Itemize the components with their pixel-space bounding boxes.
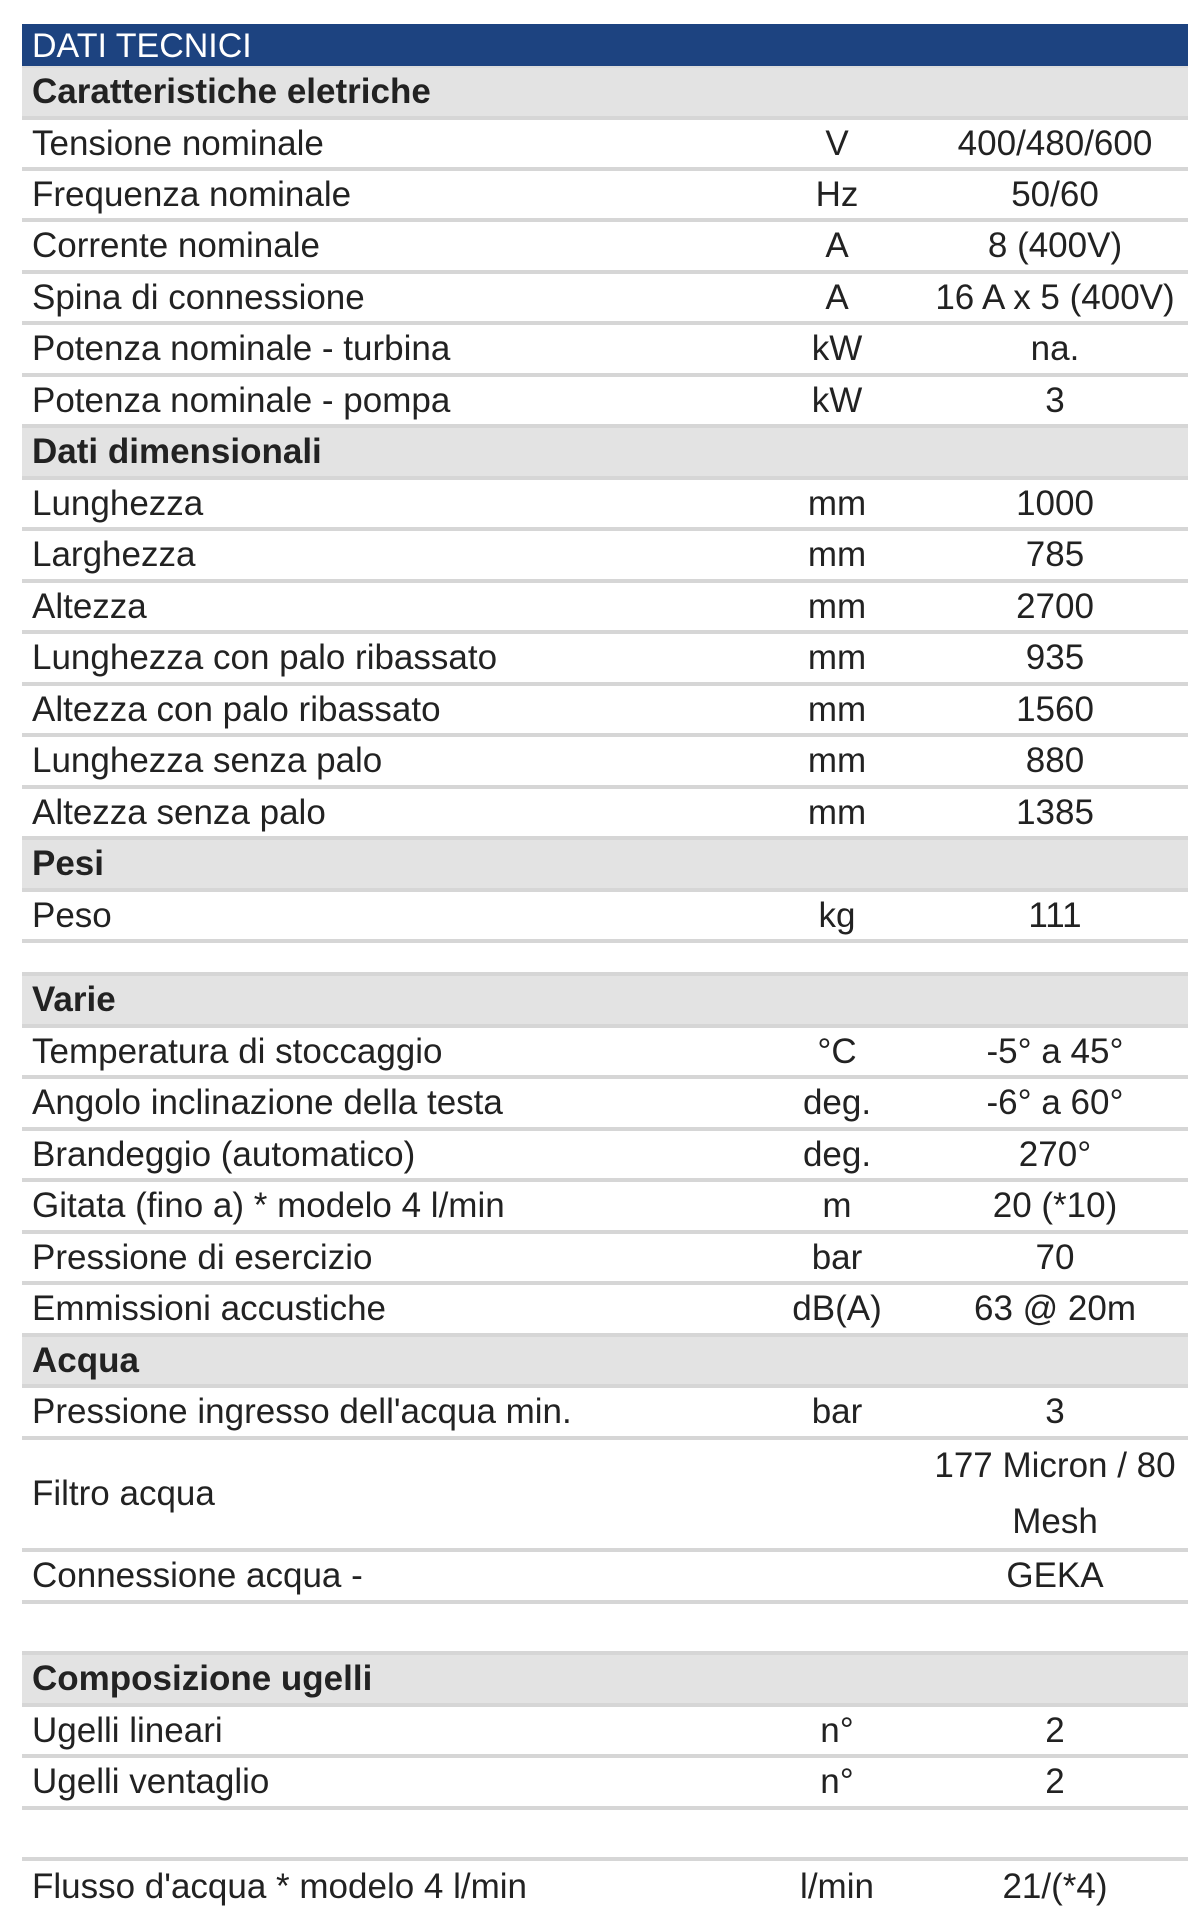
spec-row [22, 892, 1188, 943]
spec-label: Filtro acqua [32, 1474, 215, 1513]
spec-value: 20 (*10) [992, 1186, 1118, 1225]
spec-label: Altezza senza palo [32, 792, 326, 832]
table-spacer [22, 1604, 1188, 1655]
spec-value: -5° a 45° [986, 1031, 1124, 1071]
spec-label: Potenza nominale - pompa [32, 380, 451, 420]
spec-unit: deg. [802, 1134, 872, 1174]
spec-value: 1385 [1016, 792, 1094, 832]
spec-row [22, 480, 1188, 531]
table-spacer [22, 1810, 1188, 1861]
spec-value: 177 Micron / 80 Mesh [934, 1446, 1176, 1541]
spec-row [22, 1079, 1188, 1131]
spec-label: Temperatura di stoccaggio [32, 1031, 443, 1071]
spec-row [22, 1758, 1188, 1810]
spec-row [22, 1861, 1188, 1913]
spec-unit: deg. [802, 1083, 872, 1122]
section-header [22, 1337, 1188, 1388]
spec-row [22, 1707, 1188, 1758]
spec-label: Emmissioni accustiche [32, 1289, 386, 1328]
spec-value: 2 [1045, 1710, 1065, 1750]
spec-value: 1560 [1016, 689, 1094, 729]
section-header [22, 976, 1188, 1028]
spec-row [22, 1182, 1188, 1234]
spec-value: 111 [1028, 895, 1082, 935]
spec-label: Tensione nominale [32, 123, 324, 163]
spec-value: -6° a 60° [986, 1083, 1124, 1122]
spec-value: 70 [1035, 1237, 1075, 1277]
spec-label: Angolo inclinazione della testa [32, 1083, 503, 1122]
spec-value: 935 [1025, 638, 1085, 677]
spec-value: 2700 [1016, 586, 1094, 626]
spec-unit: m [822, 1186, 852, 1225]
spec-row [22, 531, 1188, 583]
spec-label: Altezza [32, 586, 147, 626]
section-header [22, 1655, 1188, 1707]
spec-row [22, 1234, 1188, 1285]
spec-label: Pressione di esercizio [32, 1237, 373, 1277]
spec-unit: mm [807, 741, 867, 780]
section-header [22, 68, 1188, 120]
spec-value: na. [1030, 329, 1080, 368]
section-title: Composizione ugelli [32, 1659, 373, 1698]
section-title: Caratteristiche eletriche [32, 72, 431, 111]
spec-row [22, 1440, 1188, 1552]
spec-label: Lunghezza con palo ribassato [32, 638, 498, 677]
spec-row [22, 120, 1188, 171]
spec-rows [22, 68, 1188, 1913]
spec-label: Ugelli ventaglio [32, 1762, 270, 1801]
spec-label: Pressione ingresso dell'acqua min. [32, 1392, 572, 1431]
spec-value: 8 (400V) [987, 226, 1123, 265]
spec-unit: mm [807, 792, 867, 832]
spec-row [22, 583, 1188, 634]
spec-unit: A [825, 277, 849, 317]
spec-unit: n° [820, 1710, 854, 1750]
spec-value: 785 [1025, 535, 1085, 574]
spec-unit: V [825, 123, 849, 163]
spec-value: 21/(*4) [1002, 1867, 1108, 1906]
spec-unit: Hz [815, 174, 859, 214]
spec-row [22, 1028, 1188, 1079]
spec-unit: kW [811, 380, 863, 420]
spec-value: 16 A x 5 (400V) [935, 277, 1175, 317]
spec-label: Larghezza [32, 535, 196, 574]
spec-unit: mm [807, 689, 867, 729]
spec-row [22, 634, 1188, 686]
spec-value: 400/480/600 [957, 123, 1153, 163]
spec-label: Altezza con palo ribassato [32, 689, 441, 729]
section-title: Acqua [32, 1340, 139, 1380]
spec-row [22, 274, 1188, 325]
table-title: DATI TECNICI [22, 24, 1188, 68]
section-title: Dati dimensionali [32, 432, 322, 471]
spec-row [22, 377, 1188, 428]
spec-unit: dB(A) [792, 1289, 882, 1328]
spec-unit: l/min [800, 1867, 874, 1906]
spec-unit: A [825, 226, 849, 265]
spec-value: 2 [1045, 1762, 1065, 1801]
spec-value: GEKA [1006, 1556, 1104, 1595]
spec-row [22, 686, 1188, 737]
spec-value: 270° [1018, 1134, 1092, 1174]
spec-unit: n° [820, 1762, 854, 1801]
spec-value: 3 [1045, 1392, 1065, 1431]
spec-unit: kW [811, 329, 863, 368]
spec-row [22, 171, 1188, 222]
spec-row [22, 222, 1188, 274]
spec-row [22, 325, 1188, 377]
spec-label: Flusso d'acqua * modelo 4 l/min [32, 1867, 527, 1906]
spec-row [22, 789, 1188, 840]
spec-unit: mm [807, 638, 867, 677]
section-title: Pesi [32, 844, 104, 883]
spec-unit: mm [807, 586, 867, 626]
table-spacer [22, 943, 1188, 976]
spec-label: Brandeggio (automatico) [32, 1134, 416, 1174]
spec-label: Lunghezza [32, 483, 204, 523]
spec-label: Gitata (fino a) * modelo 4 l/min [32, 1186, 505, 1225]
spec-label: Ugelli lineari [32, 1710, 223, 1750]
spec-label: Lunghezza senza palo [32, 741, 383, 780]
section-header [22, 428, 1188, 480]
spec-label: Potenza nominale - turbina [32, 329, 451, 368]
spec-label: Corrente nominale [32, 226, 320, 265]
spec-label: Frequenza nominale [32, 174, 352, 214]
spec-unit: °C [817, 1031, 857, 1071]
spec-unit: bar [811, 1237, 863, 1277]
spec-unit: bar [811, 1392, 863, 1431]
spec-row [22, 1285, 1188, 1337]
spec-row [22, 1552, 1188, 1604]
spec-value: 3 [1045, 380, 1065, 420]
spec-value: 63 @ 20m [974, 1289, 1136, 1328]
spec-value: 1000 [1016, 483, 1094, 523]
spec-label: Spina di connessione [32, 277, 365, 317]
spec-unit: kg [818, 895, 856, 935]
section-title: Varie [32, 980, 116, 1019]
spec-row [22, 1131, 1188, 1182]
spec-value: 50/60 [1011, 174, 1099, 214]
spec-value: 880 [1025, 741, 1085, 780]
spec-row [22, 737, 1188, 789]
tech-spec-table [22, 24, 1188, 1913]
spec-label: Connessione acqua - [32, 1556, 363, 1595]
spec-unit: mm [807, 535, 867, 574]
spec-label: Peso [32, 895, 112, 935]
spec-unit: mm [807, 483, 867, 523]
spec-row [22, 1388, 1188, 1440]
section-header [22, 840, 1188, 892]
